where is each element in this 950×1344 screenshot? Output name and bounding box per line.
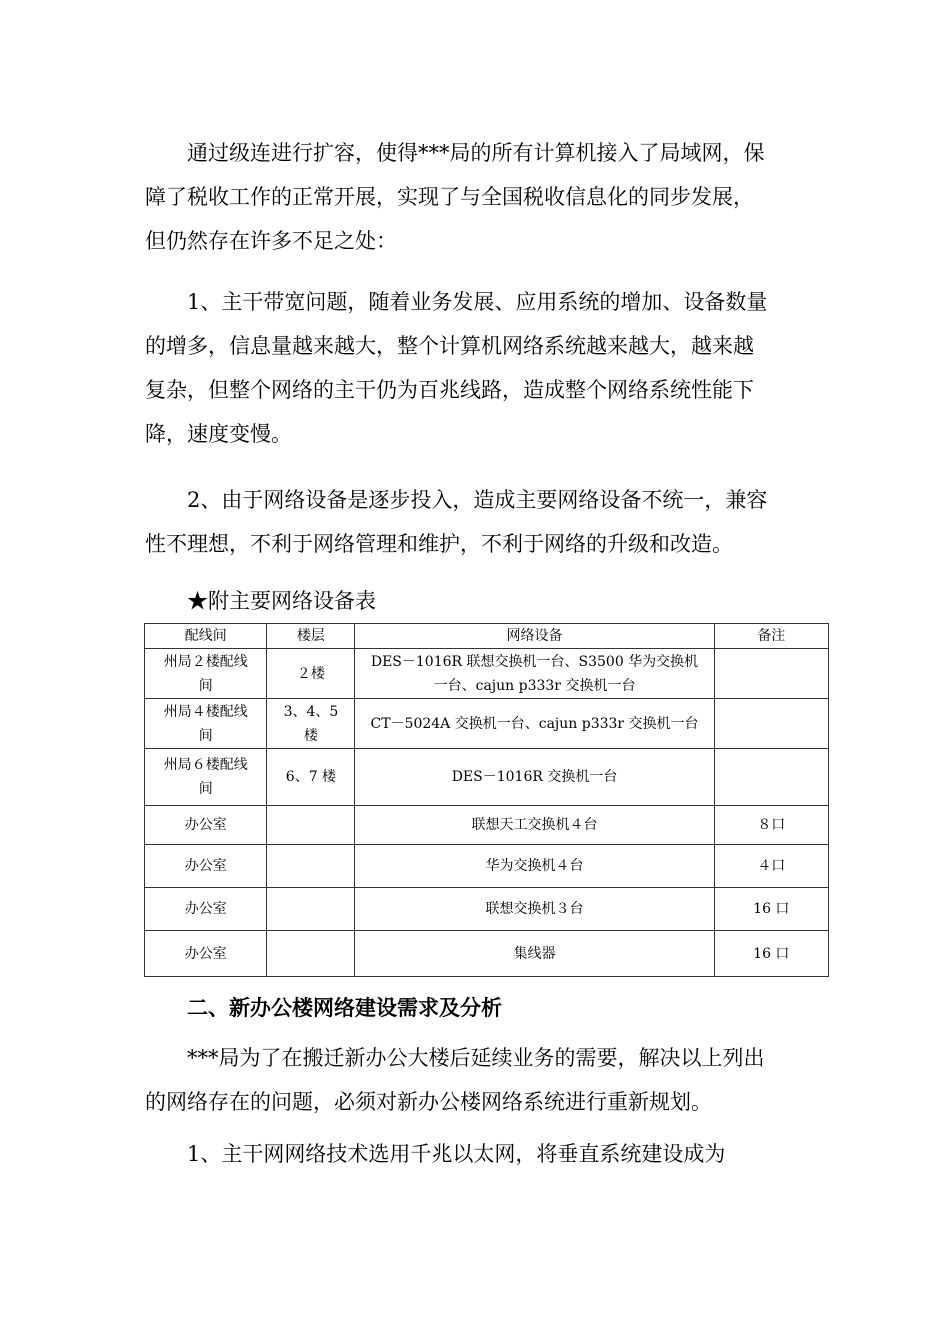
cell-device <box>355 888 714 931</box>
cell-text-line: 联想天工交换机４台 <box>471 817 598 833</box>
text-line: 1、主干网网络技术选用千兆以太网，将垂直系统建设成为 <box>187 1142 726 1166</box>
text-line: 1、主干带宽问题，随着业务发展、应用系统的增加、设备数量 <box>187 290 768 314</box>
cell-note: 16 口 <box>714 931 828 977</box>
cell-text-line: 间 <box>198 677 213 694</box>
cell-text-line: DES－1016R 交换机一台 <box>451 769 618 785</box>
cell-floor <box>267 649 355 699</box>
cell-text-line: 办公室 <box>184 858 227 874</box>
cell-room <box>145 845 267 888</box>
cell-room <box>145 649 267 699</box>
cell-text-line: 州局２楼配线 <box>163 653 248 670</box>
cell-text-line: 集线器 <box>513 945 556 962</box>
cell-room <box>145 749 267 806</box>
cell-device <box>355 749 714 806</box>
cell-floor <box>267 699 355 749</box>
cell-text-line: 联想交换机３台 <box>485 901 584 917</box>
cell-note <box>714 649 828 699</box>
cell-floor <box>267 931 355 977</box>
cell-floor <box>267 806 355 845</box>
text-line: 障了税收工作的正常开展，实现了与全国税收信息化的同步发展， <box>145 185 754 209</box>
paragraph-compatibility <box>145 478 805 566</box>
cell-note <box>714 749 828 806</box>
text-line: 的网络存在的问题，必须对新办公楼网络系统进行重新规划。 <box>145 1090 712 1114</box>
section-heading <box>145 986 805 1030</box>
cell-text-line: 办公室 <box>184 817 227 833</box>
text-line: 2、由于网络设备是逐步投入，造成主要网络设备不统一，兼容 <box>187 488 768 512</box>
cell-text-line: ２楼 <box>296 665 325 682</box>
text-line: 的增多，信息量越来越大，整个计算机网络系统越来越大，越来越 <box>145 334 754 358</box>
cell-note: ８口 <box>714 806 828 845</box>
cell-note <box>714 699 828 749</box>
table-row <box>145 806 829 845</box>
cell-text-line: 州局４楼配线 <box>163 703 248 720</box>
cell-room <box>145 699 267 749</box>
cell-note: 16 口 <box>714 888 828 931</box>
cell-floor <box>267 888 355 931</box>
table-header-row <box>145 624 829 649</box>
cell-device <box>355 931 714 977</box>
table-body <box>145 649 829 977</box>
text-line: 通过级连进行扩容，使得***局的所有计算机接入了局域网，保 <box>187 141 765 165</box>
paragraph-intro <box>145 131 805 263</box>
network-device-table <box>144 623 829 977</box>
cell-text-line: DES－1016R 联想交换机一台、S3500 华为交换机 <box>370 653 699 670</box>
header-room: 配线间 <box>145 624 267 649</box>
table-row <box>145 699 829 749</box>
cell-device <box>355 806 714 845</box>
cell-room <box>145 931 267 977</box>
cell-text-line: 办公室 <box>184 945 227 962</box>
table-caption: ★附主要网络设备表 <box>187 589 376 613</box>
cell-text-line: CT－5024A 交换机一台、cajun p333r 交换机一台 <box>370 715 699 732</box>
table-row <box>145 845 829 888</box>
cell-text-line: 间 <box>198 727 213 744</box>
text-line: 复杂，但整个网络的主干仍为百兆线路，造成整个网络系统性能下 <box>145 378 754 402</box>
section-heading-text: 二、新办公楼网络建设需求及分析 <box>187 995 502 1020</box>
cell-room <box>145 888 267 931</box>
text-line: ***局为了在搬迁新办公大楼后延续业务的需要，解决以上列出 <box>187 1046 765 1070</box>
text-line: 性不理想，不利于网络管理和维护，不利于网络的升级和改造。 <box>145 532 733 556</box>
table-row <box>145 931 829 977</box>
table-row <box>145 649 829 699</box>
cell-device <box>355 699 714 749</box>
cell-text-line: 间 <box>198 781 213 797</box>
text-line: 但仍然存在许多不足之处： <box>145 229 397 253</box>
paragraph-backbone <box>145 1132 805 1176</box>
cell-text-line: 3、4、5 <box>283 703 339 720</box>
paragraph-requirements <box>145 1036 805 1124</box>
cell-note: ４口 <box>714 845 828 888</box>
cell-device <box>355 845 714 888</box>
header-device: 网络设备 <box>355 624 714 649</box>
cell-text-line: 办公室 <box>184 901 227 917</box>
cell-text-line: 州局６楼配线 <box>163 757 248 773</box>
cell-room <box>145 806 267 845</box>
header-floor: 楼层 <box>267 624 355 649</box>
cell-text-line: 6、7 楼 <box>285 769 337 785</box>
header-note: 备注 <box>714 624 828 649</box>
table-row <box>145 888 829 931</box>
table-row <box>145 749 829 806</box>
cell-text-line: 楼 <box>303 727 318 744</box>
cell-text-line: 华为交换机４台 <box>485 858 584 874</box>
text-line: 降，速度变慢。 <box>145 422 292 446</box>
cell-floor <box>267 749 355 806</box>
cell-text-line: 一台、cajun p333r 交换机一台 <box>433 677 636 694</box>
cell-device <box>355 649 714 699</box>
cell-floor <box>267 845 355 888</box>
paragraph-bandwidth <box>145 280 805 456</box>
